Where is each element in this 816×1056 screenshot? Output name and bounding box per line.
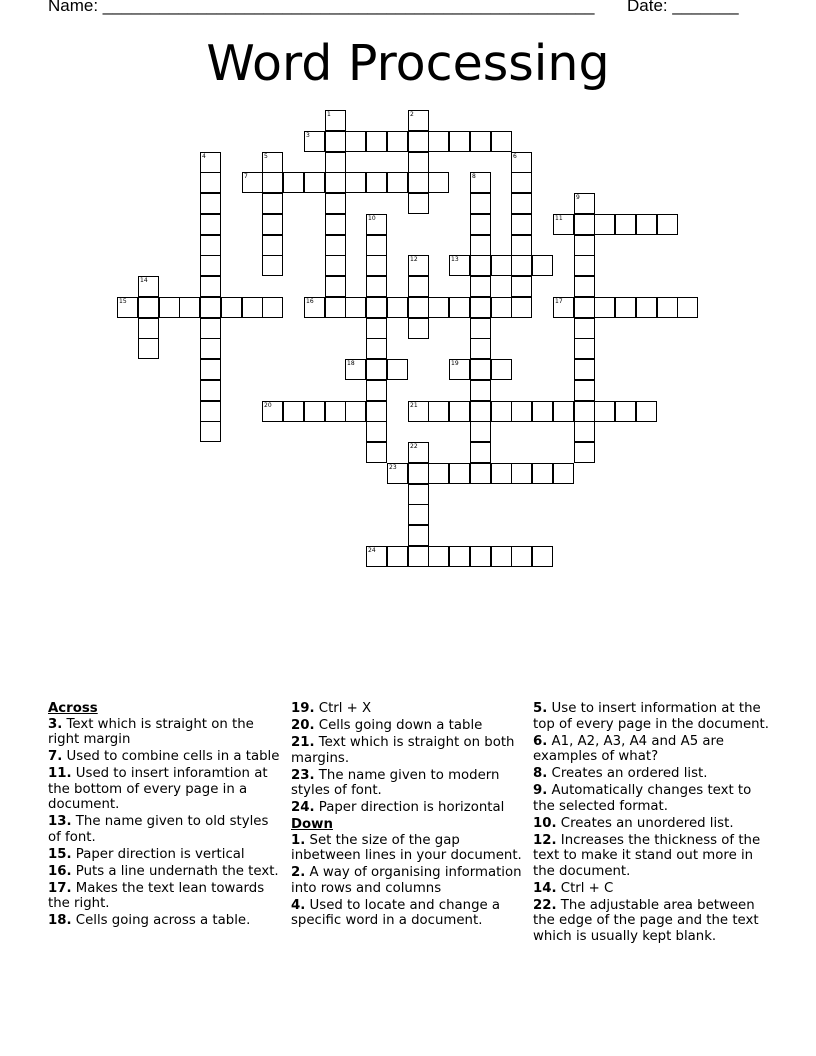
- clue-item: [48, 881, 280, 912]
- crossword-cell[interactable]: [491, 297, 512, 318]
- crossword-cell[interactable]: [200, 255, 221, 276]
- clue-item: [291, 865, 527, 896]
- clue-text: Automatically changes text to the selected format.: [533, 783, 752, 814]
- clue-item: [291, 701, 527, 717]
- crossword-cell[interactable]: [574, 235, 595, 256]
- clues-column-3: [533, 701, 773, 946]
- crossword-cell[interactable]: [470, 297, 491, 318]
- clue-text: Cells going down a table: [314, 718, 483, 733]
- crossword-cell[interactable]: [366, 235, 387, 256]
- crossword-cell[interactable]: [408, 152, 429, 173]
- clue-text: Use to insert information at the top of every page in the document.: [533, 701, 770, 732]
- crossword-cell[interactable]: [408, 297, 429, 318]
- crossword-cell[interactable]: [325, 193, 346, 214]
- clue-number: 21.: [291, 735, 315, 750]
- clue-item: [48, 814, 280, 845]
- clue-item: [533, 701, 773, 732]
- crossword-cell[interactable]: [262, 193, 283, 214]
- crossword-cell[interactable]: [408, 318, 429, 339]
- clue-text: A1, A2, A3, A4 and A5 are examples of what?: [533, 733, 724, 764]
- crossword-cell[interactable]: [657, 297, 678, 318]
- crossword-cell[interactable]: [200, 338, 221, 359]
- clue-number-4: 4: [202, 153, 206, 160]
- crossword-cell[interactable]: [470, 442, 491, 463]
- clue-text: The adjustable area between the edge of the page and the text which is usually kept blank.: [533, 897, 759, 944]
- crossword-cell[interactable]: [366, 380, 387, 401]
- clue-item: [48, 717, 280, 748]
- crossword-cell[interactable]: [366, 421, 387, 442]
- crossword-cell[interactable]: [636, 214, 657, 235]
- crossword-cell[interactable]: [262, 214, 283, 235]
- crossword-cell[interactable]: [366, 297, 387, 318]
- clue-number: 13.: [48, 814, 72, 829]
- crossword-cell[interactable]: [657, 214, 678, 235]
- clue-text: Set the size of the gap inbetween lines in your document.: [291, 832, 522, 863]
- crossword-cell[interactable]: [200, 380, 221, 401]
- crossword-cell[interactable]: [449, 463, 470, 484]
- crossword-cell[interactable]: [449, 131, 470, 152]
- crossword-cell[interactable]: [470, 421, 491, 442]
- crossword-cell[interactable]: [387, 172, 408, 193]
- clue-number-16: 16: [306, 298, 314, 305]
- crossword-cell[interactable]: [636, 297, 657, 318]
- crossword-cell[interactable]: [366, 255, 387, 276]
- clue-number-7: 7: [244, 173, 248, 180]
- crossword-cell[interactable]: [574, 380, 595, 401]
- crossword-cell[interactable]: [491, 546, 512, 567]
- crossword-cell[interactable]: [387, 359, 408, 380]
- crossword-cell[interactable]: [387, 297, 408, 318]
- crossword-cell[interactable]: [325, 131, 346, 152]
- crossword-cell[interactable]: [594, 401, 615, 422]
- crossword-cell[interactable]: [574, 421, 595, 442]
- crossword-cell[interactable]: [200, 214, 221, 235]
- crossword-cell[interactable]: [677, 297, 698, 318]
- clue-text: Ctrl + X: [314, 701, 372, 716]
- crossword-cell[interactable]: [470, 401, 491, 422]
- clue-number: 1.: [291, 832, 306, 848]
- clue-number-20: 20: [264, 402, 272, 409]
- crossword-cell[interactable]: [574, 214, 595, 235]
- clue-item: [533, 881, 773, 897]
- crossword-cell[interactable]: [574, 338, 595, 359]
- crossword-cell[interactable]: [262, 297, 283, 318]
- crossword-cell[interactable]: [511, 297, 532, 318]
- crossword-cell[interactable]: [491, 255, 512, 276]
- clue-number-24: 24: [368, 547, 376, 554]
- date-field-label: Date: _______: [627, 0, 739, 15]
- clue-item: [291, 833, 527, 864]
- clue-number: 6.: [533, 733, 548, 749]
- clue-number-19: 19: [451, 360, 459, 367]
- clue-item: [291, 768, 527, 799]
- crossword-cell[interactable]: [491, 401, 512, 422]
- crossword-cell[interactable]: [366, 276, 387, 297]
- crossword-cell[interactable]: [283, 172, 304, 193]
- crossword-cell[interactable]: [159, 297, 180, 318]
- crossword-cell[interactable]: [615, 297, 636, 318]
- crossword-cell[interactable]: [200, 401, 221, 422]
- crossword-cell[interactable]: [262, 255, 283, 276]
- clue-text: Used to combine cells in a table: [62, 749, 280, 764]
- crossword-cell[interactable]: [408, 525, 429, 546]
- clue-number: 10.: [533, 815, 557, 831]
- clue-number-6: 6: [513, 153, 517, 160]
- crossword-cell[interactable]: [511, 463, 532, 484]
- crossword-cell[interactable]: [345, 401, 366, 422]
- clue-number-22: 22: [410, 443, 418, 450]
- clue-item: [48, 864, 280, 880]
- clue-text: Used to insert inforamtion at the bottom of every page in a document.: [48, 766, 268, 812]
- crossword-cell[interactable]: [200, 297, 221, 318]
- clue-item: [291, 735, 527, 766]
- clue-number-5: 5: [264, 153, 268, 160]
- crossword-cell[interactable]: [574, 318, 595, 339]
- crossword-cell[interactable]: [491, 131, 512, 152]
- crossword-cell[interactable]: [200, 235, 221, 256]
- crossword-cell[interactable]: [366, 338, 387, 359]
- clue-item: [48, 847, 280, 863]
- crossword-cell[interactable]: [511, 255, 532, 276]
- clue-number: 2.: [291, 865, 306, 880]
- crossword-cell[interactable]: [366, 401, 387, 422]
- clue-number: 17.: [48, 880, 72, 896]
- crossword-cell[interactable]: [532, 401, 553, 422]
- clue-number: 22.: [533, 897, 557, 913]
- clue-number-18: 18: [347, 360, 355, 367]
- crossword-cell[interactable]: [408, 546, 429, 567]
- crossword-cell[interactable]: [325, 401, 346, 422]
- crossword-cell[interactable]: [200, 421, 221, 442]
- crossword-cell[interactable]: [304, 401, 325, 422]
- clue-number-23: 23: [389, 464, 397, 471]
- crossword-cell[interactable]: [470, 214, 491, 235]
- clue-text: The name given to modern styles of font.: [291, 767, 500, 798]
- clue-item: [291, 898, 527, 929]
- clue-number-10: 10: [368, 215, 376, 222]
- clue-number-13: 13: [451, 256, 459, 263]
- clue-number: 7.: [48, 749, 63, 764]
- crossword-cell[interactable]: [200, 318, 221, 339]
- crossword-cell[interactable]: [325, 152, 346, 173]
- crossword-cell[interactable]: [366, 359, 387, 380]
- crossword-cell[interactable]: [511, 193, 532, 214]
- crossword-cell[interactable]: [470, 338, 491, 359]
- crossword-cell[interactable]: [428, 546, 449, 567]
- crossword-cell[interactable]: [574, 276, 595, 297]
- crossword-cell[interactable]: [470, 546, 491, 567]
- crossword-cell[interactable]: [345, 297, 366, 318]
- clue-text: Used to locate and change a specific word in a document.: [291, 897, 501, 928]
- crossword-cell[interactable]: [594, 297, 615, 318]
- clue-text: Creates an unordered list.: [556, 815, 734, 831]
- crossword-cell[interactable]: [511, 214, 532, 235]
- clue-number: 3.: [48, 716, 63, 732]
- crossword-cell[interactable]: [428, 172, 449, 193]
- clue-text: Cells going across a table.: [71, 913, 251, 928]
- clue-item: [533, 766, 773, 782]
- crossword-cell[interactable]: [325, 255, 346, 276]
- crossword-cell[interactable]: [532, 463, 553, 484]
- crossword-cell[interactable]: [408, 193, 429, 214]
- crossword-cell[interactable]: [470, 380, 491, 401]
- clue-text: Puts a line undernath the text.: [71, 863, 279, 879]
- clue-number: 12.: [533, 832, 557, 848]
- crossword-cell[interactable]: [470, 359, 491, 380]
- clue-number-8: 8: [472, 173, 476, 180]
- crossword-cell[interactable]: [345, 172, 366, 193]
- clue-item: [533, 833, 773, 880]
- clue-item: [291, 800, 527, 816]
- crossword-cell[interactable]: [574, 255, 595, 276]
- crossword-cell[interactable]: [511, 172, 532, 193]
- crossword-cell[interactable]: [428, 297, 449, 318]
- clue-text: Text which is straight on both margins.: [291, 735, 515, 766]
- crossword-cell[interactable]: [366, 172, 387, 193]
- crossword-cell[interactable]: [470, 235, 491, 256]
- clue-item: [533, 816, 773, 832]
- clue-number-1: 1: [327, 111, 331, 118]
- crossword-cell[interactable]: [594, 214, 615, 235]
- crossword-cell[interactable]: [470, 276, 491, 297]
- clue-number-15: 15: [119, 298, 127, 305]
- clue-text: Creates an ordered list.: [547, 766, 708, 781]
- clue-number: 4.: [291, 897, 306, 913]
- crossword-cell[interactable]: [138, 318, 159, 339]
- crossword-cell[interactable]: [491, 359, 512, 380]
- clue-text: Text which is straight on the right margin: [48, 716, 254, 747]
- clue-number: 20.: [291, 718, 315, 733]
- crossword-cell[interactable]: [262, 172, 283, 193]
- clue-number: 14.: [533, 880, 557, 896]
- crossword-cell[interactable]: [325, 276, 346, 297]
- crossword-cell[interactable]: [366, 442, 387, 463]
- crossword-cell[interactable]: [408, 172, 429, 193]
- clue-number-21: 21: [410, 402, 418, 409]
- clue-number-11: 11: [555, 215, 563, 222]
- crossword-cell[interactable]: [470, 131, 491, 152]
- crossword-cell[interactable]: [366, 131, 387, 152]
- clue-number: 16.: [48, 863, 72, 879]
- crossword-cell[interactable]: [511, 546, 532, 567]
- crossword-cell[interactable]: [553, 463, 574, 484]
- crossword-cell[interactable]: [532, 546, 553, 567]
- down-heading: Down: [291, 817, 333, 832]
- crossword-cell[interactable]: [615, 401, 636, 422]
- across-heading: Across: [48, 701, 98, 716]
- crossword-cell[interactable]: [138, 297, 159, 318]
- crossword-cell[interactable]: [511, 401, 532, 422]
- crossword-cell[interactable]: [615, 214, 636, 235]
- crossword-cell[interactable]: [345, 131, 366, 152]
- crossword-cell[interactable]: [221, 297, 242, 318]
- page-title: Word Processing: [206, 35, 610, 92]
- crossword-cell[interactable]: [449, 297, 470, 318]
- crossword-cell[interactable]: [636, 401, 657, 422]
- crossword-cell[interactable]: [408, 276, 429, 297]
- crossword-cell[interactable]: [470, 193, 491, 214]
- clue-number-3: 3: [306, 132, 310, 139]
- crossword-cell[interactable]: [574, 297, 595, 318]
- crossword-cell[interactable]: [325, 172, 346, 193]
- crossword-cell[interactable]: [470, 255, 491, 276]
- clue-number: 24.: [291, 800, 315, 815]
- clue-number-12: 12: [410, 256, 418, 263]
- clue-item: [48, 913, 280, 929]
- crossword-cell[interactable]: [387, 131, 408, 152]
- clue-item: [533, 898, 773, 945]
- clue-number: 19.: [291, 701, 315, 716]
- crossword-cell[interactable]: [325, 214, 346, 235]
- clue-text: Ctrl + C: [556, 880, 614, 896]
- clue-item: [48, 766, 280, 813]
- crossword-cell[interactable]: [179, 297, 200, 318]
- clue-item: [533, 734, 773, 765]
- crossword-cell[interactable]: [200, 193, 221, 214]
- clue-item: [48, 749, 280, 765]
- clue-number: 5.: [533, 701, 548, 716]
- clue-text: Paper direction is vertical: [71, 846, 245, 862]
- crossword-cell[interactable]: [470, 463, 491, 484]
- clue-number: 11.: [48, 766, 72, 781]
- crossword-cell[interactable]: [470, 318, 491, 339]
- clue-number-17: 17: [555, 298, 563, 305]
- crossword-cell[interactable]: [574, 442, 595, 463]
- clue-number: 15.: [48, 846, 72, 862]
- clue-text: Paper direction is horizontal: [314, 800, 505, 815]
- crossword-cell[interactable]: [511, 235, 532, 256]
- crossword-cell[interactable]: [428, 401, 449, 422]
- crossword-cell[interactable]: [138, 338, 159, 359]
- crossword-cell[interactable]: [491, 463, 512, 484]
- clue-text: Makes the text lean towards the right.: [48, 880, 265, 911]
- crossword-cell[interactable]: [304, 172, 325, 193]
- name-field-label: Name: ____________________________________________________: [48, 0, 595, 15]
- crossword-cell[interactable]: [408, 484, 429, 505]
- crossword-cell[interactable]: [325, 235, 346, 256]
- clue-number-2: 2: [410, 111, 414, 118]
- crossword-cell[interactable]: [325, 297, 346, 318]
- crossword-cell[interactable]: [428, 463, 449, 484]
- clue-number: 9.: [533, 783, 548, 798]
- crossword-cell[interactable]: [574, 359, 595, 380]
- clue-number-14: 14: [140, 277, 148, 284]
- crossword-cell[interactable]: [553, 401, 574, 422]
- crossword-cell[interactable]: [408, 504, 429, 525]
- clue-item: [291, 718, 527, 734]
- crossword-cell[interactable]: [408, 463, 429, 484]
- clue-text: Increases the thickness of the text to make it stand out more in the document.: [533, 832, 761, 879]
- clue-number: 8.: [533, 766, 548, 781]
- clue-text: A way of organising information into rows and columns: [291, 865, 522, 896]
- crossword-cell[interactable]: [283, 401, 304, 422]
- clues-column-1: [48, 701, 280, 930]
- clue-number-9: 9: [576, 194, 580, 201]
- clue-item: [533, 783, 773, 814]
- crossword-cell[interactable]: [200, 276, 221, 297]
- clue-number: 23.: [291, 767, 315, 783]
- clues-column-2: [291, 701, 527, 930]
- crossword-cell[interactable]: [511, 276, 532, 297]
- crossword-cell[interactable]: [387, 546, 408, 567]
- crossword-cell[interactable]: [242, 297, 263, 318]
- crossword-cell[interactable]: [449, 546, 470, 567]
- crossword-cell[interactable]: [200, 172, 221, 193]
- crossword-cell[interactable]: [449, 401, 470, 422]
- crossword-cell[interactable]: [408, 131, 429, 152]
- crossword-cell[interactable]: [428, 131, 449, 152]
- clue-text: The name given to old styles of font.: [48, 814, 269, 845]
- crossword-cell[interactable]: [262, 235, 283, 256]
- crossword-cell[interactable]: [532, 255, 553, 276]
- crossword-cell[interactable]: [574, 401, 595, 422]
- clue-number: 18.: [48, 913, 72, 928]
- crossword-cell[interactable]: [200, 359, 221, 380]
- crossword-cell[interactable]: [366, 318, 387, 339]
